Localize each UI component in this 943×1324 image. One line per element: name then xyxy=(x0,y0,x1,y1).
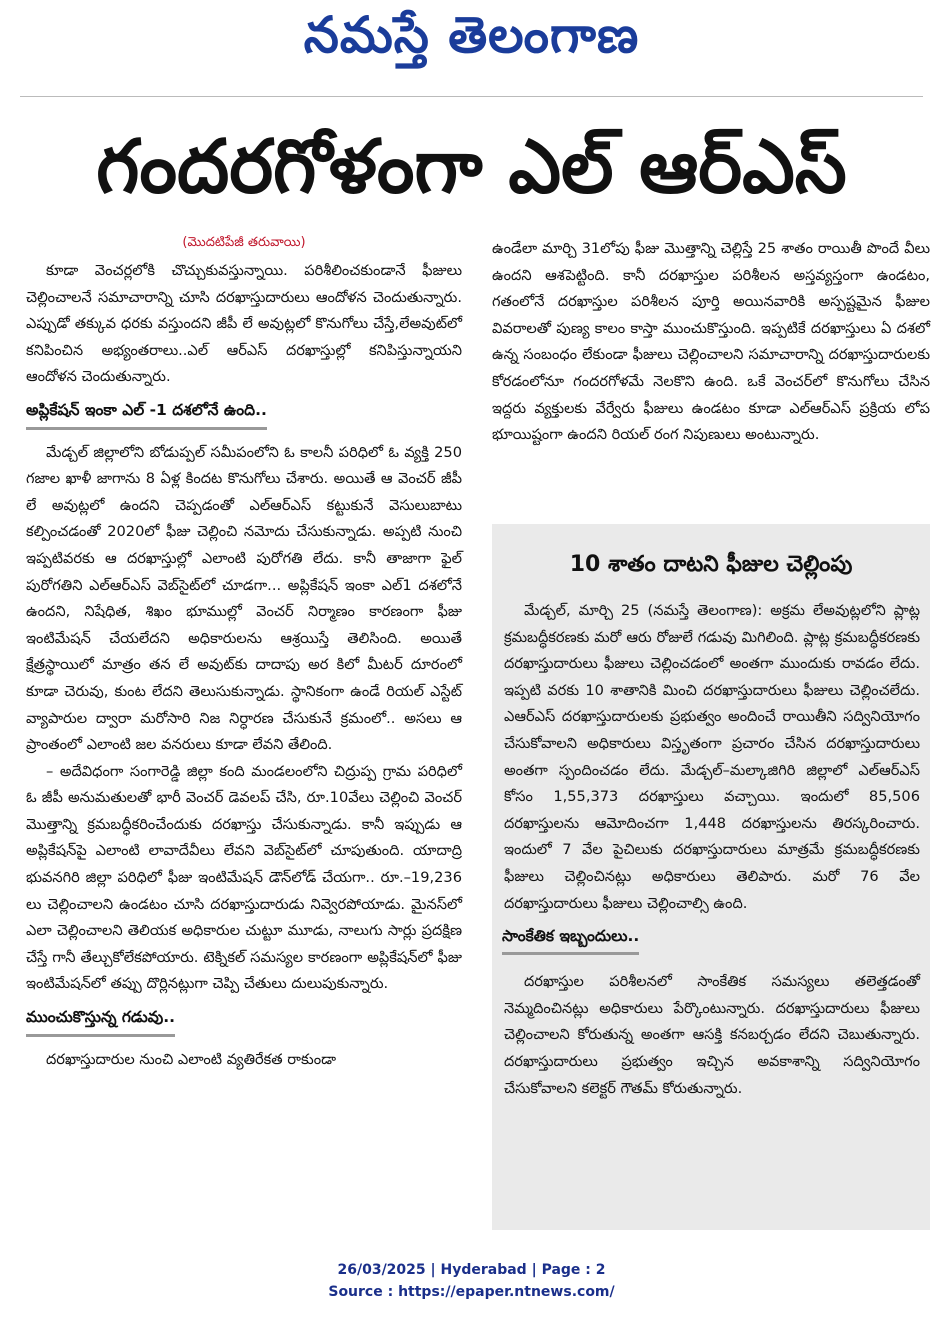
sidebar-box xyxy=(492,524,930,1230)
paragraph: మేడ్చల్, మార్చి 25 (నమస్తే తెలంగాణ): అక్రమ లేఅవుట్లలోని ప్లాట్ల క్రమబద్ధీకరణకు మరో ఆరు రోజులే గడువు మిగిలింది. ప్లాట్ల క్రమబద్ధీకరణకు దరఖాస్తుదారులు ఫీజులు చెల్లించడంలో అంతగా ముందుకు రావడం లేదు. ఇప్పటి వరకు 10 శాతానికి మించి దరఖాస్తుదారులు ఫీజులు చెల్లించలేదు. ఎఆర్ఎస్ దరఖాస్తుదారులకు ప్రభుత్వం అందించే రాయితీని సద్వినియోగం చేసుకోవాలని అధికారులు విస్తృతంగా ప్రచారం చేసిన దరఖాస్తుదారులు అంతగా స్పందించడం లేదు. మేడ్చల్–మల్కాజిగిరి జిల్లాలో ఎల్ఆర్ఎస్ కోసం 1,55,373 దరఖాస్తులు వచ్చాయి. ఇందులో 85,506 దరఖాస్తులను ఆమోదించగా 1,448 దరఖాస్తులను తిరస్కరించారు. ఇందులో 7 వేల పైచిలుకు దరఖాస్తుదారులు మాత్రమే క్రమబద్ధీకరణకు ఫీజులు చెల్లించినట్లు అధికారులు తెలిపారు. మరో 76 వేల దరఖాస్తుదారులు ఫీజులు చెల్లించాల్సి ఉంది. xyxy=(504,602,920,912)
paragraph: మేడ్చల్ జిల్లాలోని బోడుప్పల్ సమీపంలోని ఓ కాలనీ పరిధిలో ఓ వ్యక్తి 250 గజాల ఖాళీ జాగాను 8 ఏళ్ల కిందట కొనుగోలు చేశారు. అయితే ఆ వెంచర్ జీపీ లే అవుట్లలో ఉందని చెప్పడంతో ఎల్ఆర్ఎస్ కట్టుకునే వెసులుబాటు కల్పించడంతో 2020లో ఫీజు చెల్లించి నమోదు చేసుకున్నాడు. అప్పటి నుంచి ఇప్పటివరకు ఆ దరఖాస్తుల్లో ఎలాంటి పురోగతి లేదు. కానీ తాజాగా ఫైల్ పురోగతిని ఎల్ఆర్ఎస్ వెబ్‌సైట్‌లో చూడగా... అప్లికేషన్ ఇంకా ఎల్1 దశలోనే ఉందని, నిషేధిత, శిఖం భూముల్లో వెంచర్ నిర్మాణం కారణంగా ఫీజు ఇంటిమేషన్ చేయలేదని అధికారులను ఆశ్రయిస్తే తెలిసింది. అయితే క్షేత్రస్థాయిలో మాత్రం తన లే అవుట్‌కు దాదాపు అర కిలో మీటర్ దూరంలో కూడా చెరువు, కుంట లేదని తెలుసుకున్నాడు. స్థానికంగా ఉండే రియల్ ఎస్టేట్ వ్యాపారుల ద్వారా మరోసారి నిజ నిర్ధారణ చేసుకునే క్రమంలో.. అసలు ఆ ప్రాంతంలో ఎలాంటి జల వనరులు కూడా లేవని తేలింది. xyxy=(26,443,462,754)
paragraph: దరఖాస్తుల పరిశీలనలో సాంకేతిక సమస్యలు తలెత్తడంతో నెమ్మదించినట్లు అధికారులు పేర్కొంటున్నారు. దరఖాస్తుదారులు ఫీజులు చెల్లించాలని కోరుతున్న అంతగా ఆసక్తి కనబర్చడం లేదని చెబుతున్నారు. దరఖాస్తుదారులు ప్రభుత్వం ఇచ్చిన అవకాశాన్ని సద్వినియోగం చేసుకోవాలని కలెక్టర్ గౌతమ్ కోరుతున్నారు. xyxy=(504,973,920,1097)
continuation-note: (మొదటిపేజీ తరువాయి) xyxy=(182,235,306,250)
paragraph: కూడా వెంచర్లలోకి చొచ్చుకువస్తున్నాయి. పరిశీలించకుండానే ఫీజులు చెల్లించాలనే సమాచారాన్ని చూసి దరఖాస్తుదారులు ఆందోళన చెందుతున్నారు. ఎప్పుడో తక్కువ ధరకు వస్తుందని జీపీ లే అవుట్లలో కొనుగోలు చేస్తే,లేఅవుట్‌లో కనిపించిన అభ్యంతరాలు..ఎల్ ఆర్ఎస్ దరఖాస్తుల్లో కనిపిస్తున్నాయని ఆందోళన చెందుతున్నారు. xyxy=(26,262,462,386)
right-column xyxy=(492,236,930,449)
footer-source-link[interactable]: Source : https://epaper.ntnews.com/ xyxy=(328,1284,615,1300)
box-title: 10 శాతం దాటని ఫీజుల చెల్లింపు xyxy=(569,552,853,577)
paragraph: – అదేవిధంగా సంగారెడ్డి జిల్లా కంది మండలంలోని చిద్రుప్ప గ్రామ పరిధిలో ఓ జీపీ అనుమతులతో భారీ వెంచర్ డెవలప్ చేసి, రూ.10వేలు చెల్లించి వెంచర్ మొత్తాన్ని క్రమబద్ధీకరించేందుకు దరఖాస్తు చేసుకున్నాడు. కానీ ఇప్పుడు ఆ అప్లికేషన్‌పై ఎలాంటి లావాదేవీలు లేవని వెబ్‌సైట్‌లో చూపుతుంది. యాదాద్రి భువనగిరి జిల్లా పరిధిలో ఫీజు ఇంటిమేషన్ డౌన్‌లోడ్ చేయగా.. రూ.–19,236 లు చెల్లించాలని ఉండటం చూసి దరఖాస్తుదారుడు నివ్వెరపోయాడు. మైనస్‌లో ఎలా చెల్లించాలని తెలియక అధికారుల చుట్టూ మూడు, నాలుగు సార్లు ప్రదక్షిణ చేస్తే గానీ తేల్చుకోలేకపోయారు. టెక్నికల్ సమస్యల కారణంగా అప్లికేషన్‌లో ఫీజు ఇంటిమేషన్‌లో తప్పు దొర్లినట్లుగా చెప్పి చేతులు దులుపుకున్నారు. xyxy=(26,762,462,993)
masthead xyxy=(0,0,943,92)
newspaper-logo: నమస్తే తెలంగాణ xyxy=(303,6,640,64)
subheading: అప్లికేషన్ ఇంకా ఎల్ -1 దశలోనే ఉంది.. xyxy=(26,397,267,430)
box-body xyxy=(492,598,930,917)
masthead-divider xyxy=(20,96,923,97)
left-column xyxy=(26,232,462,1073)
subheading: ముంచుకొస్తున్న గడువు.. xyxy=(26,1004,175,1037)
paragraph: దరఖాస్తుదారుల నుంచి ఎలాంటి వ్యతిరేకత రాకుండా xyxy=(46,1050,337,1068)
box-body-2 xyxy=(492,969,930,1102)
paragraph: ఉండేలా మార్చి 31లోపు ఫీజు మొత్తాన్ని చెల్లిస్తే 25 శాతం రాయితీ పొందే వీలు ఉందని ఆశపెట్టింది. కానీ దరఖాస్తుల పరిశీలన అస్తవ్యస్తంగా ఉండటం, గతంలోనే దరఖాస్తుల పరిశీలన పూర్తి అయినవారికి అస్పష్టమైన ఫీజుల వివరాలతో పుణ్య కాలం కాస్తా ముంచుకొస్తుంది. ఇప్పటికే దరఖాస్తులు ఏ దశలో ఉన్న సంబంధం లేకుండా ఫీజులు చెల్లించాలని సమాచారాన్ని దరఖాస్తుదారులకు కోరడంలోనూ గందరగోళమే నెలకొని ఉంది. ఒకే వెంచర్‌లో కొనుగోలు చేసిన ఇద్దరు వ్యక్తులకు వేర్వేరు ఫీజులు ఉండటం కూడా ఎల్ఆర్ఎస్ ప్రక్రియ లోప భూయిష్టంగా ఉందని రియల్ రంగ నిపుణులు అంటున్నారు. xyxy=(492,240,930,444)
subheading: సాంకేతిక ఇబ్బందులు.. xyxy=(502,927,639,955)
footer-date-line: 26/03/2025 | Hyderabad | Page : 2 xyxy=(337,1262,606,1278)
headline: గందరగోళంగా ఎల్ ఆర్ఎస్ xyxy=(96,124,847,210)
